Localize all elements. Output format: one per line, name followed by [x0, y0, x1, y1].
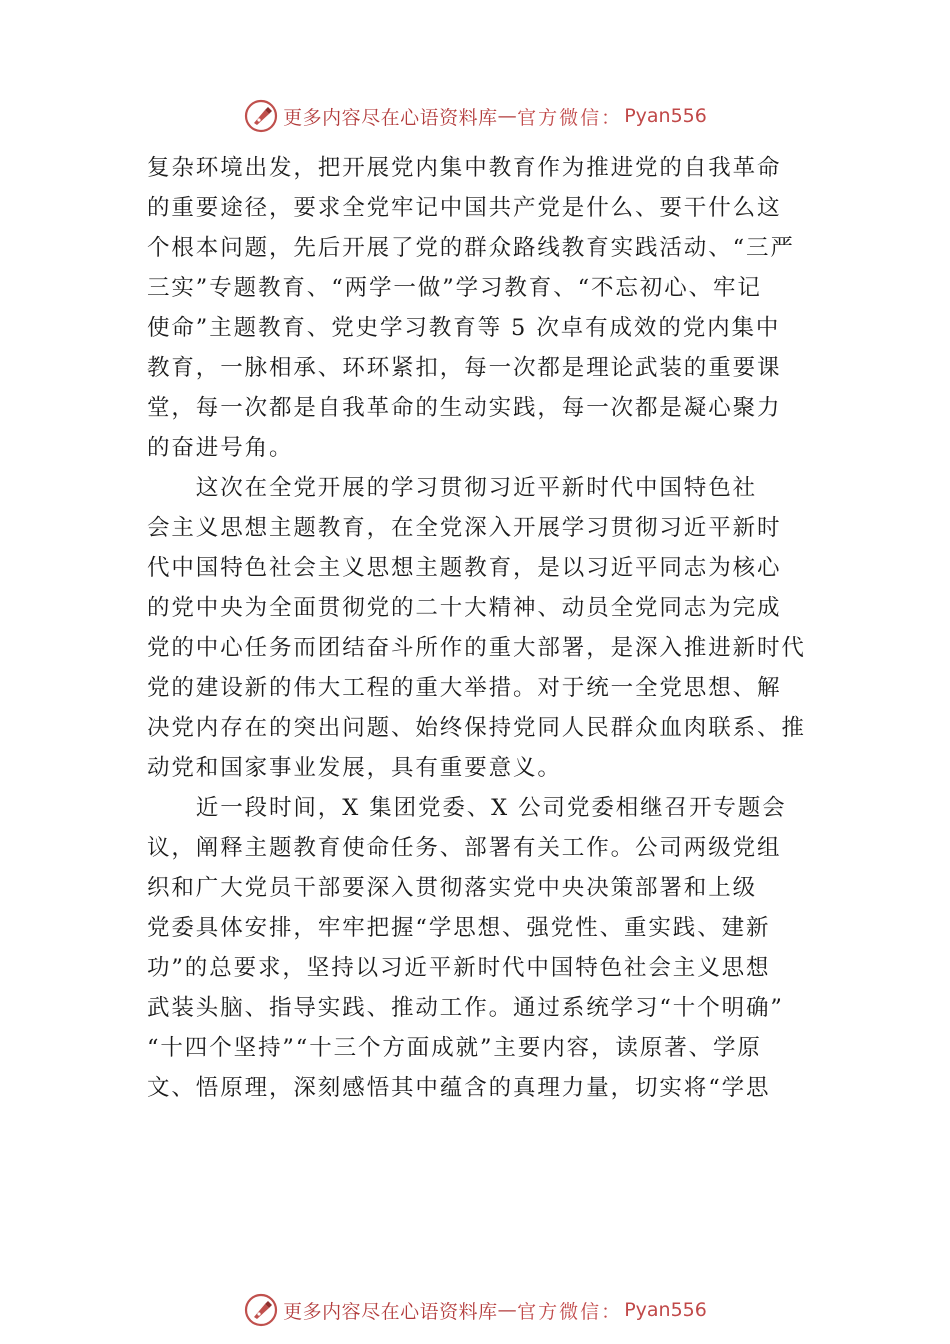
pen-nib-icon: [243, 1292, 279, 1328]
text-line: 党的建设新的伟大工程的重大举措。对于统一全党思想、解: [147, 675, 782, 701]
text-line: 议，阐释主题教育使命任务、部署有关工作。公司两级党组: [147, 835, 782, 861]
text-line: 党的中心任务而团结奋斗所作的重大部署，是深入推进新时代: [147, 635, 806, 661]
text-line: 文、悟原理，深刻感悟其中蕴含的真理力量，切实将“学思: [147, 1075, 771, 1101]
pen-nib-icon: [243, 98, 279, 134]
banner-wechat-label: 官方微信：: [517, 1300, 623, 1323]
text-line: 的重要途径，要求全党牢记中国共产党是什么、要干什么这: [147, 195, 782, 221]
footer-banner: [0, 1290, 950, 1330]
text-line: 使命”主题教育、党史学习教育等 5 次卓有成效的党内集中: [147, 315, 781, 341]
banner-wechat-label: 官方微信：: [517, 106, 623, 129]
banner-wechat-id: Pyan556: [624, 105, 707, 127]
text-line: 个根本问题，先后开展了党的群众路线教育实践活动、“三严: [147, 235, 795, 261]
banner-dash: —: [497, 105, 518, 127]
text-line: 武装头脑、指导实践、推动工作。通过系统学习“十个明确”: [147, 995, 784, 1021]
text-line: 教育，一脉相承、环环紧扣，每一次都是理论武装的重要课: [147, 355, 782, 381]
text-line: 会主义思想主题教育，在全党深入开展学习贯彻习近平新时: [147, 515, 782, 541]
text-line: 三实”专题教育、“两学一做”学习教育、“不忘初心、牢记: [147, 275, 762, 301]
text-line: 功”的总要求，坚持以习近平新时代中国特色社会主义思想: [147, 955, 771, 981]
document-body: [147, 148, 837, 1108]
text-line: 的奋进号角。: [147, 435, 294, 461]
text-line: 织和广大党员干部要深入贯彻落实党中央决策部署和上级: [147, 875, 758, 901]
text-line: “十四个坚持”“十三个方面成就”主要内容，读原著、学原: [147, 1035, 762, 1061]
text-line: 近一段时间，X 集团党委、X 公司党委相继召开专题会: [147, 795, 787, 821]
text-line: 复杂环境出发，把开展党内集中教育作为推进党的自我革命: [147, 155, 782, 181]
text-line: 党委具体安排，牢牢把握“学思想、强党性、重实践、建新: [147, 915, 771, 941]
banner-main-text: 更多内容尽在心语资料库: [283, 106, 498, 129]
header-banner: [0, 96, 950, 136]
text-line: 决党内存在的突出问题、始终保持党同人民群众血肉联系、推: [147, 715, 806, 741]
text-line: 堂，每一次都是自我革命的生动实践，每一次都是凝心聚力: [147, 395, 782, 421]
text-line: 的党中央为全面贯彻党的二十大精神、动员全党同志为完成: [147, 595, 782, 621]
text-line: 这次在全党开展的学习贯彻习近平新时代中国特色社: [147, 475, 758, 501]
banner-main-text: 更多内容尽在心语资料库: [283, 1300, 498, 1323]
text-line: 代中国特色社会主义思想主题教育，是以习近平同志为核心: [147, 555, 782, 581]
banner-dash: —: [497, 1299, 518, 1321]
text-line: 动党和国家事业发展，具有重要意义。: [147, 755, 562, 781]
banner-wechat-id: Pyan556: [624, 1299, 707, 1321]
